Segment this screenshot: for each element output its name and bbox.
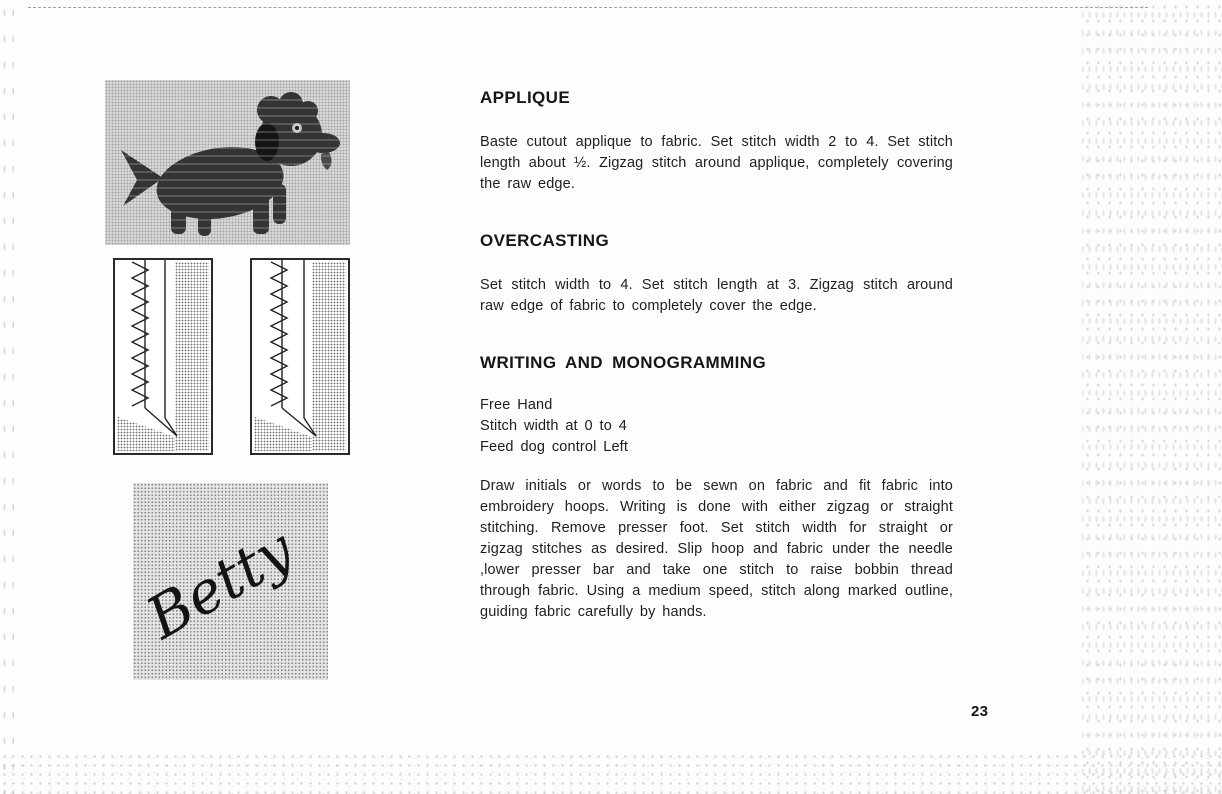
monogram-script bbox=[133, 483, 328, 680]
applique-heading: APPLIQUE bbox=[480, 88, 571, 107]
applique-dog-figure bbox=[105, 80, 350, 245]
overcast-diagram bbox=[252, 260, 348, 453]
scan-noise-bottom bbox=[0, 752, 1222, 794]
setting-line: Feed dog control Left bbox=[480, 439, 629, 455]
applique-paragraph: Baste cutout applique to fabric. Set stitch width 2 to 4. Set stitch length about ½. Zigzag stitch around applique, completely covering the raw edge. bbox=[480, 134, 953, 192]
scan-noise-right bbox=[1082, 0, 1222, 794]
overcasting-paragraph: Set stitch width to 4. Set stitch length at 3. Zigzag stitch around raw edge of fabric to completely cover the edge. bbox=[480, 277, 953, 314]
monogram-text: Betty bbox=[135, 515, 305, 653]
setting-line: Stitch width at 0 to 4 bbox=[480, 418, 627, 434]
overcast-diagram bbox=[115, 260, 211, 453]
setting-line: Free Hand bbox=[480, 397, 553, 413]
instruction-text-column bbox=[480, 88, 953, 659]
dog-illustration bbox=[105, 80, 350, 245]
monogram-figure bbox=[133, 483, 328, 680]
scan-noise-left bbox=[0, 0, 14, 794]
overcast-figure-2 bbox=[250, 258, 350, 455]
writing-settings-list bbox=[480, 395, 953, 458]
overcast-figure-1 bbox=[113, 258, 213, 455]
page-number: 23 bbox=[971, 703, 989, 720]
writing-monogramming-heading: WRITING AND MONOGRAMMING bbox=[480, 353, 767, 372]
scan-dashed-line bbox=[28, 7, 1148, 8]
writing-paragraph: Draw initials or words to be sewn on fabric and fit fabric into embroidery hoops. Writing is done with either zigzag or straight stitching. Remove presser foot. Set stitch width for straight or zigzag stitches as desired. Slip hoop and fabric under the needle ,lower presser bar and take one stitch to raise bobbin thread through fabric. Using a medium speed, stitch along marked outline, guiding fabric carefully by hands. bbox=[480, 478, 953, 620]
overcasting-heading: OVERCASTING bbox=[480, 231, 610, 250]
